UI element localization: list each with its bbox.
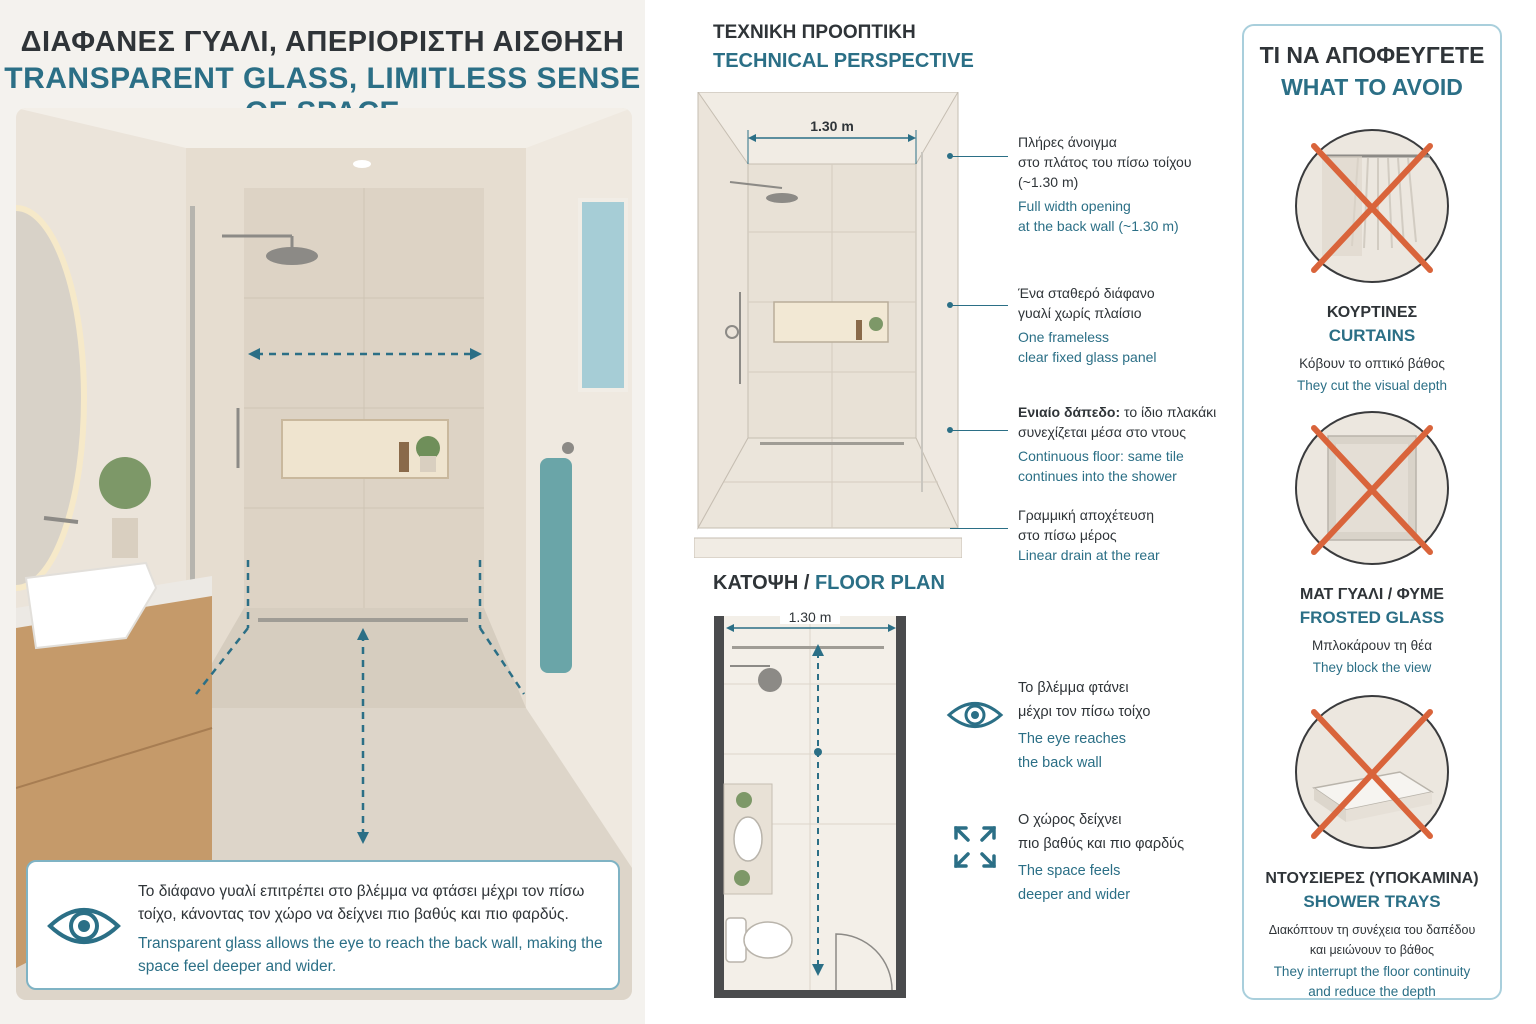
benefit-en-line: The eye reaches — [1018, 731, 1127, 747]
note-gr-line: Γραμμική αποχέτευση — [1018, 507, 1155, 523]
note-gr-rest: το ίδιο πλακάκι — [1120, 404, 1217, 420]
leader-line — [950, 156, 1008, 157]
note-gr-line: συνεχίζεται μέσα στο ντους — [1018, 424, 1186, 440]
main-title-english: TRANSPARENT GLASS, LIMITLESS SENSE — [4, 62, 641, 95]
note-en-line: clear fixed glass panel — [1018, 349, 1157, 365]
avoid-desc-english: They interrupt the floor continuity — [1273, 964, 1471, 979]
tech-width-label: 1.30 m — [810, 118, 854, 134]
avoid-name-greek: ΜΑΤ ΓΥΑΛΙ / ΦΥΜΕ — [1300, 586, 1444, 603]
floor-plan-title-separator: / — [798, 572, 815, 594]
benefit-en-line: The space feels — [1018, 863, 1121, 879]
note-gr-line: γυαλί χωρίς πλαίσιο — [1018, 305, 1142, 321]
note-en-line: One frameless — [1018, 329, 1110, 345]
benefit-gr-line: πιο βαθύς και πιο φαρδύς — [1018, 836, 1185, 852]
note-en-line: Continuous floor: same tile — [1018, 448, 1184, 464]
eye-icon — [46, 900, 122, 952]
note-en-line: at the back wall (~1.30 m) — [1018, 218, 1179, 234]
leader-line — [950, 528, 1008, 529]
floor-plan-title — [713, 572, 945, 595]
floor-plan-width-label: 1.30 m — [788, 609, 832, 625]
benefit-en-line: deeper and wider — [1018, 887, 1131, 903]
note-en-line: continues into the shower — [1018, 468, 1177, 484]
avoid-desc-greek: Διακόπτουν τη συνέχεια του δαπέδου — [1268, 923, 1476, 937]
floor-plan-diagram — [710, 604, 910, 1000]
benefit-gr-line: μέχρι τον πίσω τοίχο — [1018, 704, 1151, 720]
shower-tray-icon — [1292, 692, 1452, 852]
note-gr-line: Πλήρες άνοιγμα — [1018, 134, 1117, 150]
main-title-greek: ΔΙΑΦΑΝΕΣ ΓΥΑΛΙ, ΑΠΕΡΙΟΡΙΣΤΗ ΑΙΣΘΗΣΗ — [20, 26, 625, 58]
note-en-line: Full width opening — [1018, 198, 1131, 214]
avoid-desc-english: They block the view — [1312, 660, 1432, 675]
benefit-eye-reaches — [1018, 676, 1150, 775]
caption-text-greek: Το διάφανο γυαλί επιτρέπει στο βλέμμα να φτάσει μέχρι τον πίσω τοίχο, κάνοντας τον χώρο να δείχνει πιο βαθύς και πιο φαρδύς. — [138, 883, 585, 923]
floor-plan-title-english: FLOOR PLAN — [814, 572, 945, 594]
avoid-title-english: WHAT TO AVOID — [1281, 74, 1463, 100]
expand-arrows-icon — [950, 822, 1000, 872]
avoid-item-frosted-glass — [1244, 408, 1500, 678]
note-continuous-floor — [1018, 402, 1216, 486]
eye-icon — [946, 696, 1004, 734]
benefit-space-feels — [1018, 808, 1184, 907]
technical-perspective-diagram — [694, 92, 962, 558]
leader-line — [950, 430, 1008, 431]
what-to-avoid-panel — [1242, 24, 1502, 1000]
caption-text-english: Transparent glass allows the eye to reach the back wall, making the space feel deeper and wider. — [138, 935, 603, 975]
avoid-name-english: FROSTED GLASS — [1299, 608, 1445, 627]
curtain-icon — [1292, 126, 1452, 286]
avoid-name-greek: ΝΤΟΥΣΙΕΡΕΣ (ΥΠΟΚΑΜΙΝΑ) — [1265, 870, 1479, 887]
note-en-line: Linear drain at the rear — [1018, 547, 1160, 563]
benefit-gr-line: Το βλέμμα φτάνει — [1018, 680, 1129, 696]
note-glass-panel — [1018, 283, 1157, 367]
note-gr-line: στο πλάτος του πίσω τοίχου — [1018, 154, 1192, 170]
avoid-name-english: SHOWER TRAYS — [1303, 892, 1441, 911]
frosted-glass-icon — [1292, 408, 1452, 568]
avoid-desc-greek: Μπλοκάρουν τη θέα — [1312, 638, 1432, 653]
note-linear-drain — [1018, 505, 1160, 565]
avoid-name-greek: ΚΟΥΡΤΙΝΕΣ — [1326, 304, 1418, 321]
note-full-width-opening — [1018, 132, 1191, 236]
avoid-desc-english: They cut the visual depth — [1296, 378, 1448, 393]
caption-box — [26, 860, 620, 990]
benefit-gr-line: Ο χώρος δείχνει — [1018, 812, 1122, 828]
technical-title-greek: ΤΕΧΝΙΚΗ ΠΡΟΟΠΤΙΚΗ — [713, 22, 916, 43]
note-gr-line: (~1.30 m) — [1018, 174, 1079, 190]
note-gr-line: Ένα σταθερό διάφανο — [1018, 285, 1155, 301]
note-gr-line: στο πίσω μέρος — [1018, 527, 1117, 543]
technical-title-english: TECHNICAL PERSPECTIVE — [713, 50, 974, 72]
avoid-desc-greek: Κόβουν το οπτικό βάθος — [1299, 356, 1445, 371]
leader-line — [950, 305, 1008, 306]
floor-plan-title-greek: ΚΑΤΟΨΗ — [713, 572, 799, 594]
benefit-en-line: the back wall — [1018, 755, 1102, 771]
note-gr-bold: Ενιαίο δάπεδο: — [1018, 404, 1121, 420]
avoid-title-greek: ΤΙ ΝΑ ΑΠΟΦΕΥΓΕΤΕ — [1259, 42, 1485, 68]
avoid-desc-english: and reduce the depth — [1308, 984, 1436, 999]
avoid-item-shower-trays — [1244, 692, 1500, 1002]
avoid-name-english: CURTAINS — [1328, 326, 1416, 345]
note-gr-line — [1018, 402, 1216, 422]
avoid-item-curtains — [1244, 126, 1500, 396]
avoid-desc-greek: και μειώνουν το βάθος — [1309, 943, 1435, 957]
left-panel — [0, 0, 645, 1024]
